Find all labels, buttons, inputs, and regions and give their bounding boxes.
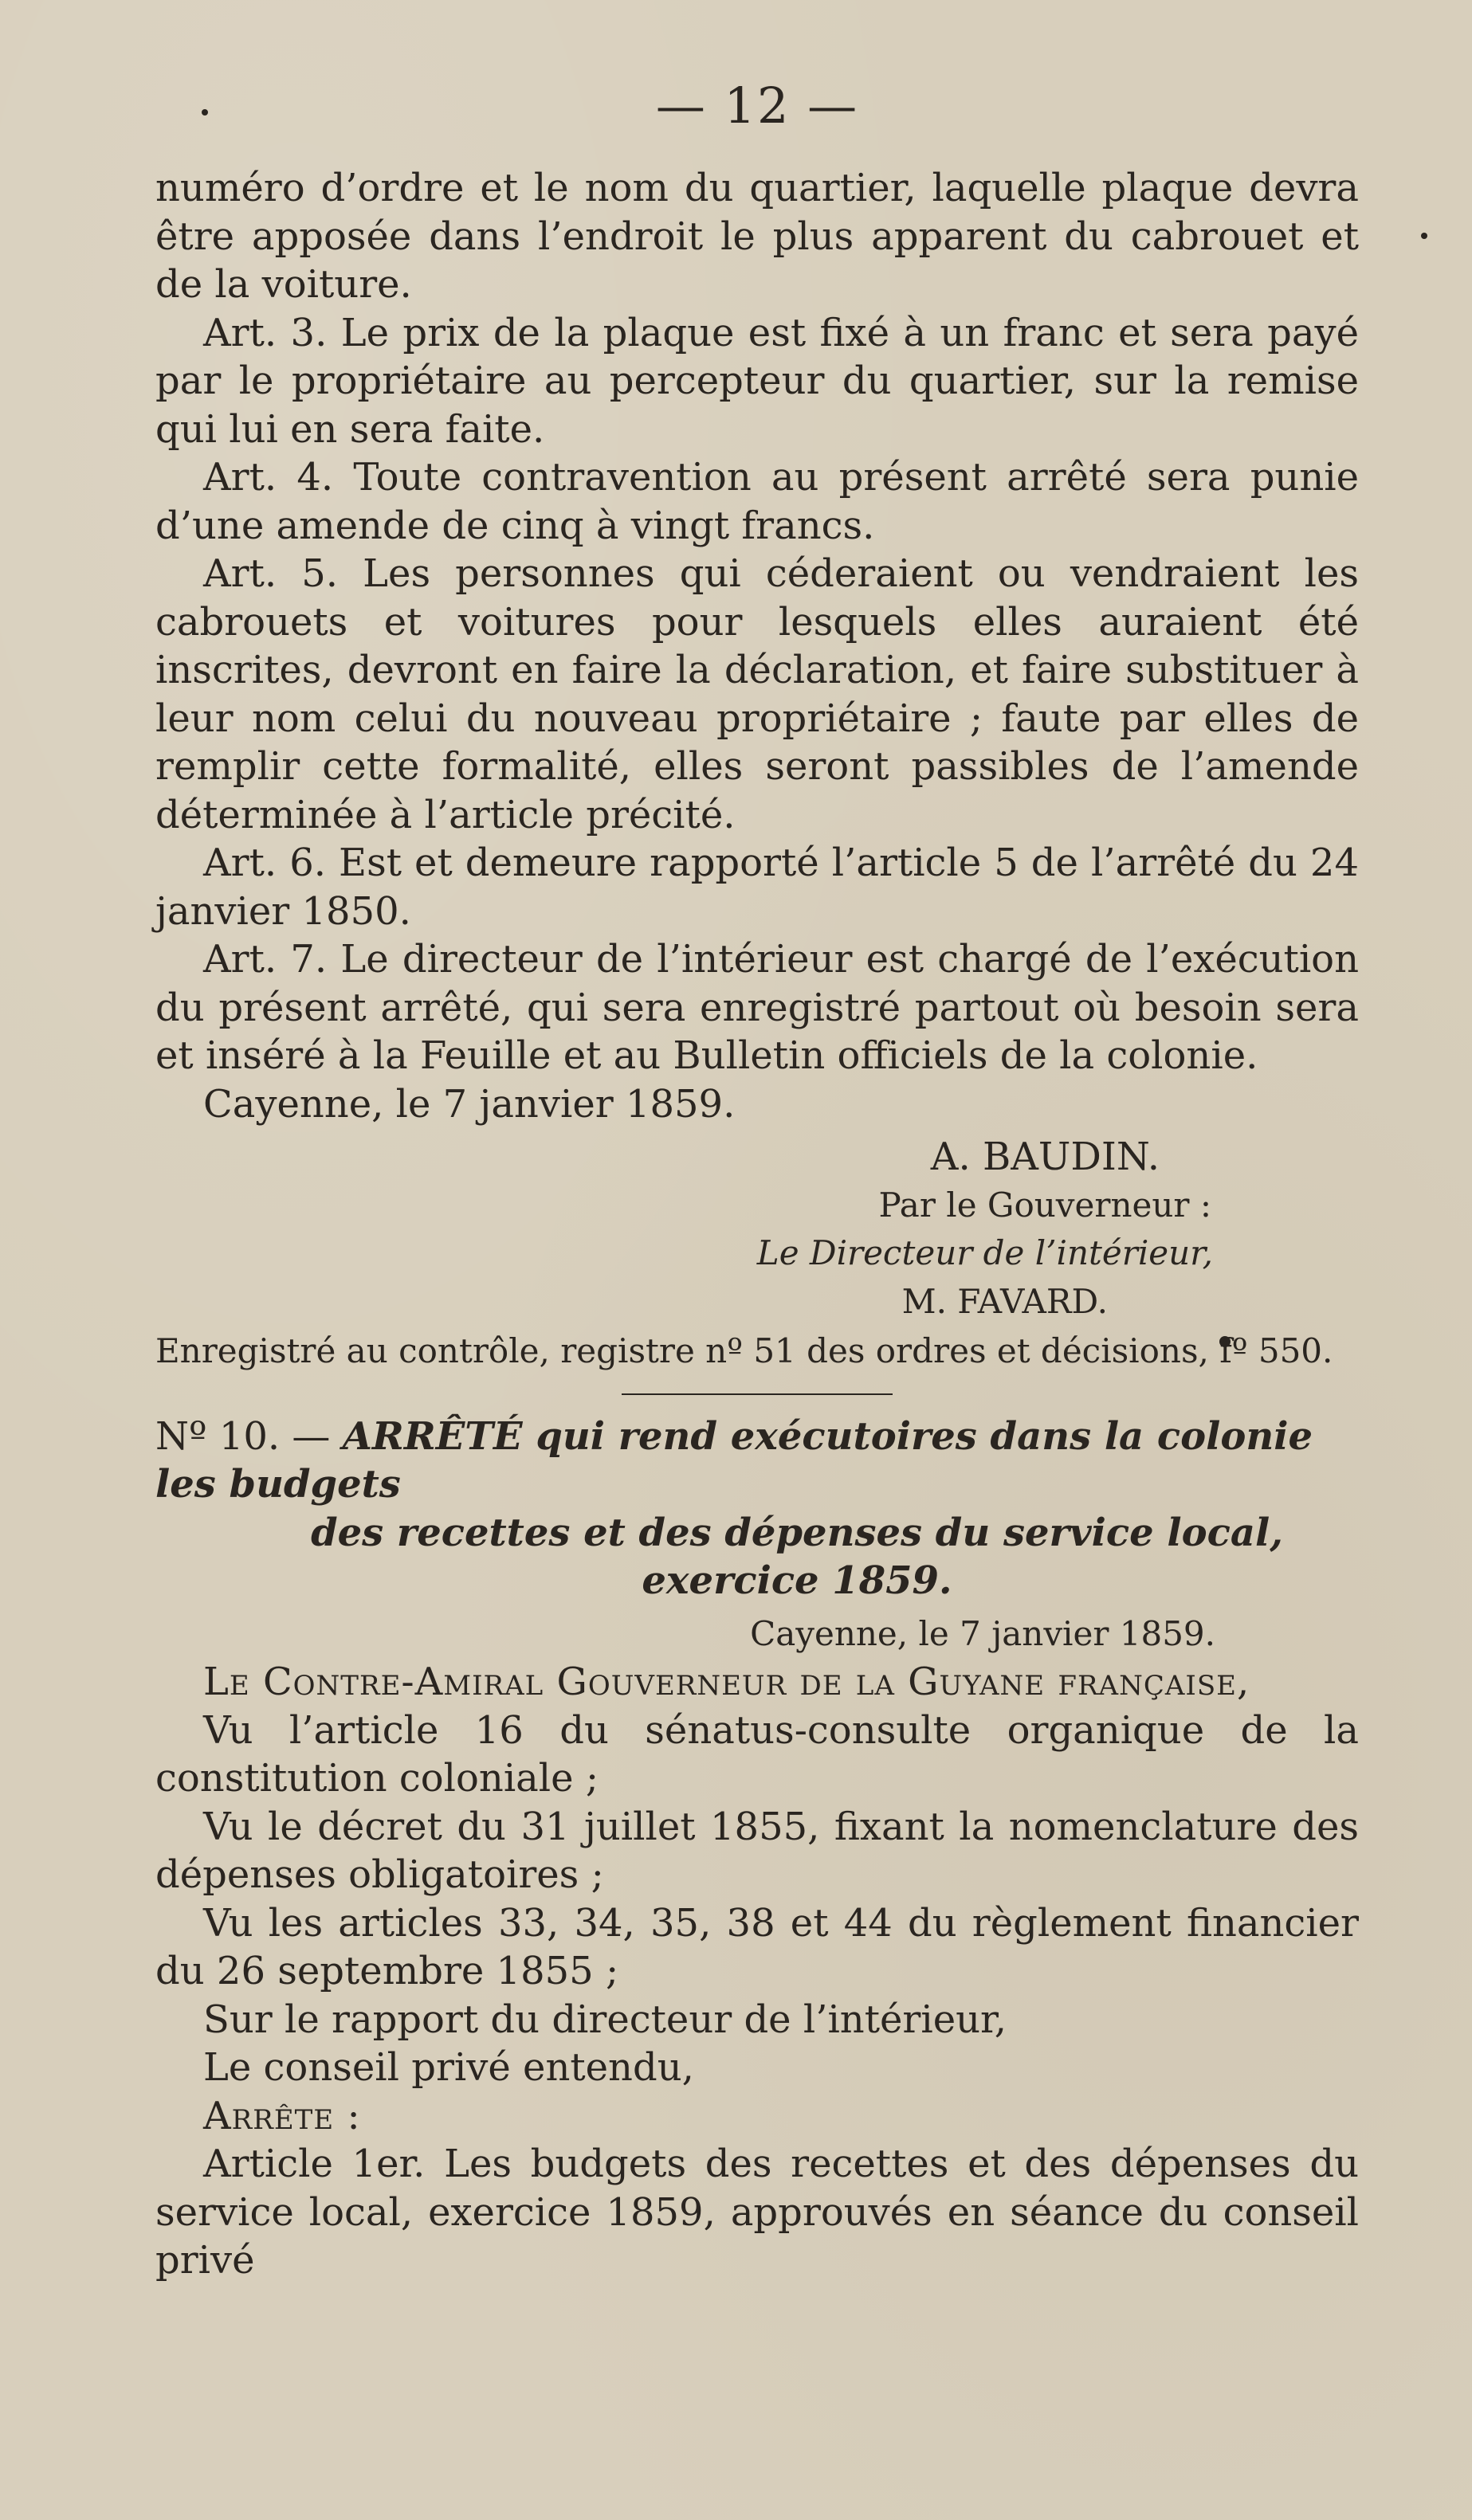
registration-line: Enregistré au contrôle, registre nº 51 des ordres et décisions, fº 550. <box>155 1331 1333 1370</box>
section-date: Cayenne, le 7 janvier 1859. <box>750 1613 1215 1653</box>
paragraph: numéro d’ordre et le nom du quartier, laquelle plaque devra être apposée dans l’endroit le plus apparent du cabrouet et de la voiture. <box>155 166 1359 307</box>
report-line: Sur le rapport du directeur de l’intérieur, <box>203 1997 1007 2042</box>
section-title: ARRÊTÉ qui rend exécutoires dans la colonie les budgets <box>155 1413 1313 1507</box>
section-title-line-2: des recettes et des dépenses du service local, exercice 1859. <box>311 1510 1283 1603</box>
governor-line: Le Contre-Amiral Gouverneur de la Guyane française, <box>203 1660 1250 1704</box>
decrees-line: Arrête : <box>203 2093 361 2138</box>
signature-signer: M. FAVARD. <box>901 1281 1108 1321</box>
signature-name: A. BAUDIN. <box>930 1135 1160 1179</box>
whereas-1: Vu l’article 16 du sénatus-consulte organique de la constitution coloniale ; <box>155 1707 1359 1801</box>
print-speck-dot <box>1421 233 1427 239</box>
article-1: Article 1er. Les budgets des recettes et des dépenses du service local, exercice 1859, approuvés en séance du conseil privé <box>155 2142 1359 2283</box>
article-7: Art. 7. Le directeur de l’intérieur est chargé de l’exécution du présent arrêté, qui sera enregistré partout où besoin sera et inséré à la Feuille et au Bulletin officiels de la colonie. <box>155 937 1359 1078</box>
article-4: Art. 4. Toute contravention au présent arrêté sera punie d’une amende de cinq à vingt francs. <box>155 455 1359 548</box>
signature-block <box>155 1133 1359 1326</box>
council-line: Le conseil privé entendu, <box>203 2045 694 2090</box>
whereas-3: Vu les articles 33, 34, 35, 38 et 44 du règlement financier du 26 septembre 1855 ; <box>155 1900 1359 1993</box>
page-number-header: — 12 — <box>655 76 859 135</box>
section-title-line-1 <box>155 1413 1359 1509</box>
section-divider <box>622 1393 893 1395</box>
whereas-2: Vu le décret du 31 juillet 1855, fixant la nomenclature des dépenses obligatoires ; <box>155 1804 1359 1897</box>
signature-role: Le Directeur de l’intérieur, <box>756 1233 1213 1272</box>
article-3: Art. 3. Le prix de la plaque est fixé à un franc et sera payé par le propriétaire au percepteur du quartier, sur la remise qui lui en sera faite. <box>155 310 1359 452</box>
body-text <box>155 164 1359 2285</box>
date-line: Cayenne, le 7 janvier 1859. <box>203 1081 736 1127</box>
article-6: Art. 6. Est et demeure rapporté l’article 5 de l’arrêté du 24 janvier 1850. <box>155 841 1359 934</box>
article-5: Art. 5. Les personnes qui céderaient ou vendraient les cabrouets et voitures pour lesquels elles auraient été inscrites, devront en faire la déclaration, et faire substituer à leur nom celui du nouveau propriétaire ; faute par elles de remplir cette formalité, elles seront passibles de l’amende déterminée à l’article précité. <box>155 551 1359 837</box>
section-number: Nº 10. — <box>155 1413 331 1459</box>
signature-by: Par le Gouverneur : <box>878 1185 1211 1225</box>
